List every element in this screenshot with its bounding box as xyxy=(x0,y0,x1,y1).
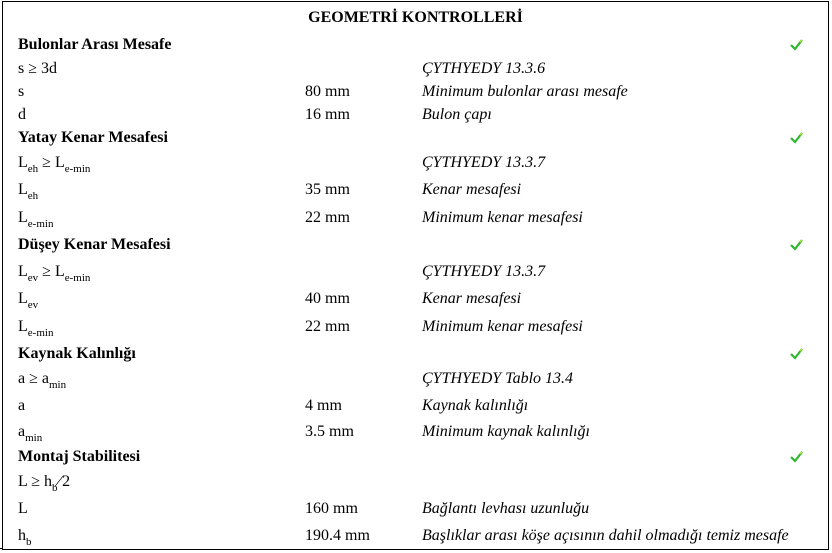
formula-row xyxy=(3,469,828,495)
description: Başlıklar arası köşe açısının dahil olmadığı temiz mesafe xyxy=(422,526,789,544)
section-header: Düşey Kenar Mesafesi xyxy=(18,236,171,253)
formula-row xyxy=(3,258,828,285)
value: 16 mm xyxy=(305,105,350,123)
symbol: $L_{e-min}$ xyxy=(18,318,54,339)
section-header-row xyxy=(3,33,828,57)
table-row xyxy=(3,522,828,549)
formula: s ≥ 3d xyxy=(18,59,58,77)
description: Bulon çapı xyxy=(422,105,492,123)
formula: $a \ge a_{min}$ xyxy=(18,370,67,391)
section-header: Montaj Stabilitesi xyxy=(18,448,141,465)
section-header: Kaynak Kalınlığı xyxy=(18,344,136,362)
description: Kaynak kalınlığı xyxy=(422,396,529,414)
description: Minimum bulonlar arası mesafe xyxy=(422,82,628,100)
geometry-checks-panel xyxy=(2,1,829,550)
check-icon xyxy=(790,348,804,360)
check-icon xyxy=(790,451,804,463)
description: Kenar mesafesi xyxy=(422,181,522,198)
table-row xyxy=(3,285,828,313)
page-title: GEOMETRİ KONTROLLERİ xyxy=(308,8,523,26)
value: 22 mm xyxy=(305,318,350,335)
value: 22 mm xyxy=(305,209,350,226)
formula-row xyxy=(3,149,828,176)
check-icon xyxy=(790,39,804,51)
value: 190.4 mm xyxy=(305,526,370,544)
formula: $L \ge h_b⁄2$ xyxy=(18,473,71,494)
value: 40 mm xyxy=(305,290,350,307)
table-row xyxy=(3,204,828,232)
table-row xyxy=(3,392,828,419)
table-row xyxy=(3,313,828,341)
symbol: s xyxy=(18,82,25,100)
section-header-row xyxy=(3,232,828,258)
title-row xyxy=(3,2,828,33)
value: 160 mm xyxy=(305,499,358,517)
formula: $L_{eh} \ge L_{e-min}$ xyxy=(18,153,91,175)
description: Minimum kaynak kalınlığı xyxy=(422,423,590,440)
description: Minimum kenar mesafesi xyxy=(422,318,583,335)
section-header-row xyxy=(3,341,828,366)
table-row xyxy=(3,495,828,522)
section-header: Yatay Kenar Mesafesi xyxy=(18,128,168,146)
symbol: $h_b$ xyxy=(18,526,32,548)
symbol: d xyxy=(18,105,26,123)
description: Kenar mesafesi xyxy=(422,290,522,307)
section-header-row xyxy=(3,445,828,469)
table-row xyxy=(3,176,828,204)
check-icon xyxy=(790,239,804,251)
symbol: a xyxy=(18,396,26,414)
table-row xyxy=(3,419,828,445)
symbol: $L_{eh}$ xyxy=(18,181,39,202)
value: 4 mm xyxy=(305,396,342,414)
value: 3.5 mm xyxy=(305,423,354,440)
section-header: Bulonlar Arası Mesafe xyxy=(18,36,172,53)
reference: ÇYTHYEDY Tablo 13.4 xyxy=(422,370,574,387)
value: 80 mm xyxy=(305,82,350,100)
section-header-row xyxy=(3,126,828,149)
symbol: $L_{e-min}$ xyxy=(18,209,54,230)
reference: ÇYTHYEDY 13.3.7 xyxy=(422,262,546,280)
formula: $L_{ev} \ge L_{e-min}$ xyxy=(18,262,91,284)
symbol: $L_{ev}$ xyxy=(18,290,39,311)
value: 35 mm xyxy=(305,181,350,198)
formula-row xyxy=(3,366,828,392)
formula-row xyxy=(3,57,828,80)
border-tick xyxy=(0,548,3,549)
table-row xyxy=(3,80,828,103)
description: Minimum kenar mesafesi xyxy=(422,209,583,226)
check-icon xyxy=(790,132,804,144)
table-row xyxy=(3,103,828,126)
reference: ÇYTHYEDY 13.3.6 xyxy=(422,59,546,77)
symbol: $a_{min}$ xyxy=(18,423,43,444)
symbol: L xyxy=(18,499,28,517)
description: Bağlantı levhası uzunluğu xyxy=(422,499,590,517)
reference: ÇYTHYEDY 13.3.7 xyxy=(422,153,546,171)
